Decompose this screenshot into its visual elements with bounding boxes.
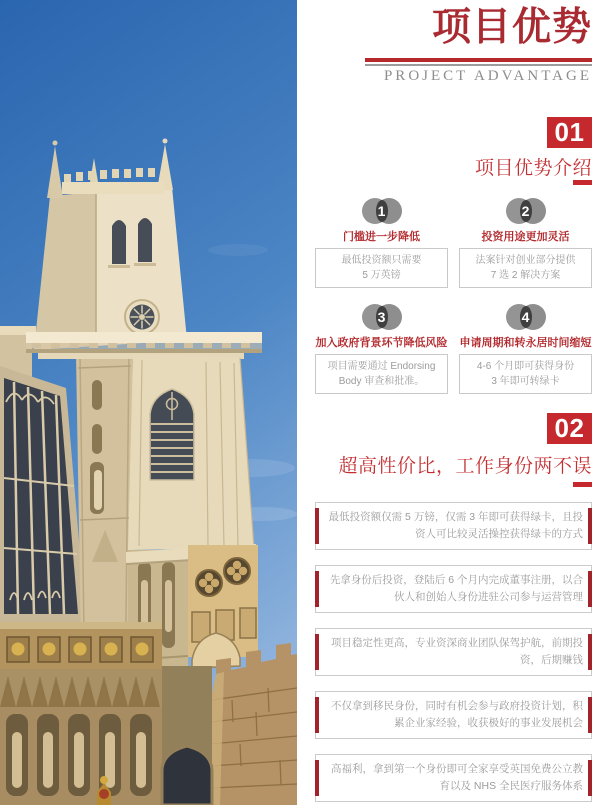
tower-mid xyxy=(128,354,254,550)
feature-number-badge xyxy=(360,197,404,225)
feature-title: 加入政府背景环节降低风险 xyxy=(315,337,448,349)
feature-number: 2 xyxy=(521,203,530,219)
feature-item-4 xyxy=(459,303,592,394)
feature-number: 3 xyxy=(377,309,386,325)
feature-description-box xyxy=(459,248,592,288)
abbey-photo xyxy=(0,0,297,805)
section2-title: 超高性价比，工作身份两不误 xyxy=(338,456,592,477)
section2-title-dash xyxy=(573,482,592,487)
rose-window xyxy=(125,300,159,334)
feature-item-2 xyxy=(459,197,592,288)
feature-title: 门槛进一步降低 xyxy=(343,231,420,243)
feature-description-box xyxy=(315,248,448,288)
section1-title: 项目优势介绍 xyxy=(474,158,592,179)
feature-text-line: 5 万英镑 xyxy=(362,270,401,281)
page-title: 项目优势 xyxy=(431,6,592,49)
feature-number: 4 xyxy=(521,309,530,325)
feature-item-3 xyxy=(315,303,448,394)
content-column xyxy=(315,0,592,805)
section2-number-badge: 02 xyxy=(547,413,592,444)
feature-text-line: 法案针对创业部分提供 xyxy=(475,255,576,266)
canopy-row xyxy=(0,669,162,707)
point-card: 项目稳定性更高，专业资深商业团队保驾护航，前期投资，后期赚钱 xyxy=(315,628,592,676)
feature-number: 1 xyxy=(377,203,386,219)
feature-item-1 xyxy=(315,197,448,288)
point-card: 高福利，拿到第一个身份即可全家享受英国免费公立教育以及 NHS 全民医疗服务体系 xyxy=(315,754,592,802)
feature-grid xyxy=(315,197,592,409)
feature-text-line: 最低投资额只需要 xyxy=(341,255,422,266)
battlement-wall xyxy=(210,643,297,805)
section1-title-dash xyxy=(573,180,592,185)
point-card: 最低投资额仅需 5 万镑，仅需 3 年即可获得绿卡，且投资人可比较灵活操控获得绿卡的方式 xyxy=(315,502,592,550)
feature-text-line: Body 审查和批准。 xyxy=(338,376,425,387)
feature-title: 申请周期和转永居时间缩短 xyxy=(459,337,592,349)
doorway-arch xyxy=(162,746,212,805)
feature-number-badge xyxy=(504,197,548,225)
statue-niches xyxy=(0,707,162,805)
feature-number-badge xyxy=(360,303,404,331)
point-card: 先拿身份后投资，登陆后 6 个月内完成董事注册，以合伙人和创始人身份进驻公司参与运营管理 xyxy=(315,565,592,613)
page-subtitle: PROJECT ADVANTAGE xyxy=(383,68,592,84)
feature-text-line: 7 选 2 解决方案 xyxy=(490,270,561,281)
feature-title: 投资用途更加灵活 xyxy=(481,231,570,243)
feature-description-box xyxy=(459,354,592,394)
feature-number-badge xyxy=(504,303,548,331)
gilded-frieze xyxy=(0,622,162,669)
point-card-list xyxy=(315,502,592,805)
point-card: 不仅拿到移民身份，同时有机会参与政府投资计划，积累企业家经验，收获极好的事业发展机会 xyxy=(315,691,592,739)
feature-text-line: 4-6 个月即可获得身份 xyxy=(476,361,575,372)
quatrefoil-window xyxy=(188,545,258,668)
section1-number-badge: 01 xyxy=(547,117,592,148)
feature-description-box xyxy=(315,354,448,394)
feature-text-line: 3 年即可转绿卡 xyxy=(491,376,560,387)
header-divider xyxy=(365,58,592,66)
feature-text-line: 项目需要通过 Endorsing xyxy=(327,361,436,372)
abbey-photo-illustration xyxy=(0,0,297,805)
